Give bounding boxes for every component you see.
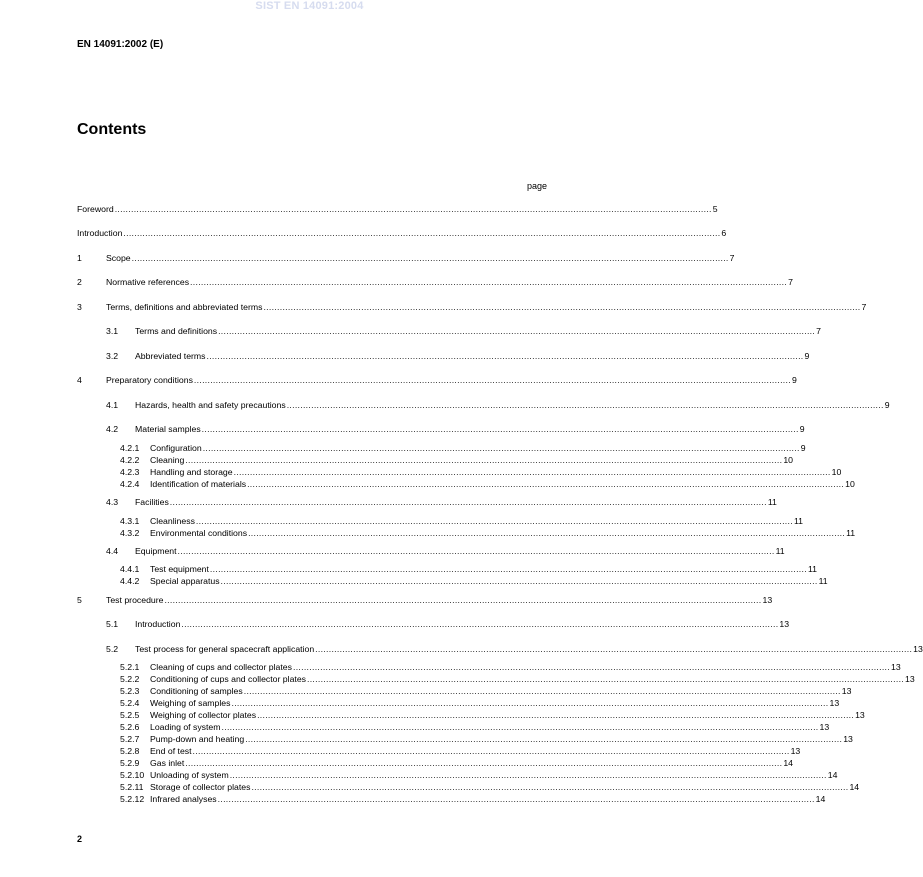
toc-entry[interactable]: [120, 674, 915, 685]
toc-entry-number: 4.3.2: [120, 528, 140, 538]
toc-dot-leader: ............................................................................................................................................................................................................................: [263, 302, 861, 312]
toc-entry-page: 13: [855, 710, 865, 720]
toc-entry-page: 13: [819, 722, 830, 732]
watermark-text: SIST EN 14091:2004: [255, 0, 364, 12]
toc-entry-number: 4.3: [106, 497, 119, 507]
toc-entry[interactable]: [77, 204, 718, 215]
toc-entry-title: Normative references: [106, 277, 190, 287]
toc-entry-title: Loading of system: [150, 722, 221, 732]
toc-entry-page: 14: [783, 758, 793, 768]
toc-entry-title: Weighing of samples: [150, 698, 231, 708]
toc-dot-leader: ............................................................................................................................................................................................................................: [229, 770, 827, 780]
toc-entry-number: 3.2: [106, 351, 119, 361]
toc-entry-page: 7: [788, 277, 793, 287]
toc-entry-title: Terms and definitions: [135, 326, 218, 336]
toc-dot-leader: ............................................................................................................................................................................................................................: [201, 424, 799, 434]
toc-entry[interactable]: [106, 351, 810, 362]
toc-entry-title: End of test: [150, 746, 192, 756]
toc-entry[interactable]: [77, 302, 867, 313]
toc-entry[interactable]: [120, 746, 801, 757]
toc-dot-leader: ............................................................................................................................................................................................................................: [233, 467, 831, 477]
toc-entry-title: Cleaning: [150, 455, 185, 465]
toc-entry-page: 11: [807, 564, 817, 574]
toc-entry-number: 4.2.3: [120, 467, 140, 477]
toc-entry-page: 9: [800, 443, 806, 453]
toc-entry-title: Facilities: [135, 497, 169, 507]
toc-entry-title: Introduction: [77, 228, 123, 238]
toc-dot-leader: ............................................................................................................................................................................................................................: [245, 734, 843, 744]
toc-dot-leader: ............................................................................................................................................................................................................................: [206, 351, 804, 361]
toc-entry[interactable]: [120, 443, 806, 454]
toc-entry-page: 9: [799, 424, 805, 434]
toc-dot-leader: ............................................................................................................................................................................................................................: [185, 455, 783, 465]
toc-dot-leader: ............................................................................................................................................................................................................................: [209, 564, 807, 574]
toc-dot-leader: ............................................................................................................................................................................................................................: [114, 204, 712, 214]
toc-dot-leader: ............................................................................................................................................................................................................................: [195, 516, 793, 526]
toc-entry-page: 7: [816, 326, 821, 336]
toc-entry[interactable]: [106, 546, 785, 557]
toc-entry-number: 5.2.2: [120, 674, 140, 684]
toc-dot-leader: ............................................................................................................................................................................................................................: [202, 443, 800, 453]
toc-entry-number: 2: [77, 277, 82, 287]
toc-entry-number: 4.4: [106, 546, 119, 556]
toc-entry-title: Handling and storage: [150, 467, 233, 477]
toc-entry[interactable]: [120, 662, 901, 673]
toc-entry[interactable]: [120, 698, 840, 709]
toc-entry-title: Hazards, health and safety precautions: [135, 400, 286, 410]
toc-dot-leader: ............................................................................................................................................................................................................................: [192, 746, 790, 756]
toc-entry-number: 3.1: [106, 326, 119, 336]
toc-entry-page: 9: [804, 351, 810, 361]
toc-entry-page: 13: [905, 674, 915, 684]
toc-entry-number: 4.4.2: [120, 576, 140, 586]
toc-entry[interactable]: [106, 644, 923, 655]
toc-entry-title: Configuration: [150, 443, 202, 453]
toc-entry-page: 9: [884, 400, 890, 410]
toc-entry-title: Identification of materials: [150, 479, 247, 489]
toc-entry-title: Equipment: [135, 546, 177, 556]
toc-entry[interactable]: [120, 576, 828, 587]
toc-dot-leader: ............................................................................................................................................................................................................................: [315, 644, 913, 654]
toc-entry-number: 5.2.8: [120, 746, 140, 756]
toc-entry[interactable]: [106, 424, 805, 435]
page-title: Contents: [77, 121, 147, 138]
toc-dot-leader: ............................................................................................................................................................................................................................: [177, 546, 775, 556]
toc-dot-leader: ............................................................................................................................................................................................................................: [221, 722, 819, 732]
toc-entry[interactable]: [106, 326, 821, 337]
toc-entry-number: 4.2.2: [120, 455, 140, 465]
toc-entry-title: Preparatory conditions: [106, 375, 193, 385]
toc-entry-title: Infrared analyses: [150, 794, 217, 804]
toc-dot-leader: ............................................................................................................................................................................................................................: [292, 662, 890, 672]
toc-entry[interactable]: [120, 467, 842, 478]
toc-entry-number: 1: [77, 253, 82, 263]
toc-entry-number: 4.2.4: [120, 479, 140, 489]
toc-entry-title: Conditioning of samples: [150, 686, 243, 696]
toc-entry-page: 10: [783, 455, 793, 465]
toc-entry-page: 6: [721, 228, 727, 238]
toc-dot-leader: ............................................................................................................................................................................................................................: [123, 228, 721, 238]
toc-entry[interactable]: [77, 228, 727, 239]
toc-entry-page: 11: [846, 528, 856, 538]
toc-entry-page: 13: [790, 746, 801, 756]
toc-entry-page: 13: [829, 698, 840, 708]
toc-entry-number: 5.2.9: [120, 758, 140, 768]
toc-dot-leader: ............................................................................................................................................................................................................................: [257, 710, 855, 720]
toc-entry-title: Terms, definitions and abbreviated terms: [106, 302, 263, 312]
toc-entry-title: Test procedure: [106, 595, 164, 605]
toc-entry-page: 11: [775, 546, 785, 556]
toc-entry[interactable]: [120, 528, 856, 539]
toc-entry-title: Pump-down and heating: [150, 734, 245, 744]
toc-entry-number: 5.2.5: [120, 710, 140, 720]
toc-entry-title: Introduction: [135, 619, 181, 629]
toc-entry-page: 14: [827, 770, 838, 780]
toc-entry-number: 5.2.3: [120, 686, 140, 696]
toc-entry-title: Weighing of collector plates: [150, 710, 257, 720]
toc-entry-number: 5.2.12: [120, 794, 145, 804]
toc-entry-number: 5.1: [106, 619, 119, 629]
toc-entry[interactable]: [120, 782, 860, 793]
toc-dot-leader: ............................................................................................................................................................................................................................: [169, 497, 767, 507]
toc-entry-page: 11: [818, 576, 828, 586]
toc-entry[interactable]: [77, 253, 735, 264]
toc-entry-number: 5.2: [106, 644, 119, 654]
toc-entry-number: 4.3.1: [120, 516, 140, 526]
toc-entry-page: 14: [849, 782, 860, 792]
toc-entry-number: 4.2.1: [120, 443, 140, 453]
toc-entry-title: Gas inlet: [150, 758, 185, 768]
toc-entry[interactable]: [120, 770, 838, 781]
toc-entry-page: 10: [831, 467, 842, 477]
toc-entry-page: 7: [861, 302, 867, 312]
document-id: EN 14091:2002 (E): [77, 39, 164, 50]
toc-entry[interactable]: [120, 710, 865, 721]
toc-entry[interactable]: [120, 758, 793, 769]
toc-entry-number: 5: [77, 595, 82, 605]
toc-entry-title: Test equipment: [150, 564, 209, 574]
page-column-label: page: [527, 181, 548, 191]
toc-dot-leader: ............................................................................................................................................................................................................................: [248, 528, 846, 538]
toc-entry[interactable]: [120, 722, 830, 733]
toc-entry-title: Storage of collector plates: [150, 782, 251, 792]
toc-entry-title: Unloading of system: [150, 770, 229, 780]
toc-entry-title: Cleaning of cups and collector plates: [150, 662, 292, 672]
toc-entry-page: 11: [793, 516, 803, 526]
toc-dot-leader: ............................................................................................................................................................................................................................: [218, 326, 816, 336]
toc-dot-leader: ............................................................................................................................................................................................................................: [193, 375, 791, 385]
toc-dot-leader: ............................................................................................................................................................................................................................: [131, 253, 729, 263]
toc-entry[interactable]: [77, 595, 773, 606]
toc-entry-number: 5.2.6: [120, 722, 140, 732]
toc-entry[interactable]: [77, 375, 797, 386]
toc-entry-page: 13: [891, 662, 901, 672]
toc-entry[interactable]: [77, 277, 793, 288]
toc-entry-title: Conditioning of cups and collector plates: [150, 674, 306, 684]
toc-dot-leader: ............................................................................................................................................................................................................................: [247, 479, 845, 489]
toc-entry-page: 5: [712, 204, 718, 214]
toc-entry[interactable]: [120, 734, 853, 745]
toc-dot-leader: ............................................................................................................................................................................................................................: [307, 674, 905, 684]
toc-entry[interactable]: [120, 564, 817, 575]
toc-dot-leader: ............................................................................................................................................................................................................................: [164, 595, 762, 605]
toc-entry-number: 5.2.1: [120, 662, 140, 672]
toc-dot-leader: ............................................................................................................................................................................................................................: [220, 576, 818, 586]
toc-entry-page: 13: [913, 644, 923, 654]
toc-entry-page: 13: [779, 619, 790, 629]
toc-entry-title: Environmental conditions: [150, 528, 248, 538]
toc-entry-number: 4: [77, 375, 82, 385]
toc-entry[interactable]: [120, 686, 852, 697]
toc-entry-title: Scope: [106, 253, 131, 263]
toc-entry-page: 13: [843, 734, 853, 744]
toc-entry-page: 7: [729, 253, 735, 263]
toc-entry[interactable]: [106, 497, 777, 508]
toc-dot-leader: ............................................................................................................................................................................................................................: [231, 698, 829, 708]
toc-dot-leader: ............................................................................................................................................................................................................................: [286, 400, 884, 410]
toc-entry-number: 5.2.7: [120, 734, 140, 744]
toc-dot-leader: ............................................................................................................................................................................................................................: [190, 277, 788, 287]
toc-entry-title: Material samples: [135, 424, 201, 434]
toc-entry-title: Test process for general spacecraft application: [135, 644, 315, 654]
toc-entry[interactable]: [120, 479, 855, 490]
toc-entry-page: 9: [791, 375, 797, 385]
toc-entry-number: 4.1: [106, 400, 119, 410]
toc-entry-number: 5.2.4: [120, 698, 140, 708]
toc-entry-title: Cleanliness: [150, 516, 195, 526]
toc-entry-page: 13: [841, 686, 852, 696]
toc-entry-page: 13: [762, 595, 773, 605]
toc-entry[interactable]: [120, 794, 826, 805]
toc-entry-number: 3: [77, 302, 82, 312]
toc-entry-number: 5.2.10: [120, 770, 145, 780]
toc-entry-number: 4.2: [106, 424, 119, 434]
toc-entry[interactable]: [106, 619, 790, 630]
toc-dot-leader: ............................................................................................................................................................................................................................: [251, 782, 849, 792]
toc-entry[interactable]: [120, 455, 793, 466]
toc-entry-title: Special apparatus: [150, 576, 220, 586]
toc-entry[interactable]: [120, 516, 803, 527]
footer-page-number: 2: [77, 834, 83, 844]
toc-dot-leader: ............................................................................................................................................................................................................................: [185, 758, 783, 768]
toc-dot-leader: ............................................................................................................................................................................................................................: [217, 794, 815, 804]
toc-entry-page: 14: [815, 794, 826, 804]
toc-entry-page: 11: [767, 497, 777, 507]
toc-dot-leader: ............................................................................................................................................................................................................................: [243, 686, 841, 696]
toc-entry-page: 10: [845, 479, 855, 489]
toc-dot-leader: ............................................................................................................................................................................................................................: [181, 619, 779, 629]
toc-entry[interactable]: [106, 400, 890, 411]
toc-entry-title: Abbreviated terms: [135, 351, 206, 361]
toc-entry-number: 4.4.1: [120, 564, 140, 574]
toc-entry-number: 5.2.11: [120, 782, 144, 792]
toc-entry-title: Foreword: [77, 204, 114, 214]
